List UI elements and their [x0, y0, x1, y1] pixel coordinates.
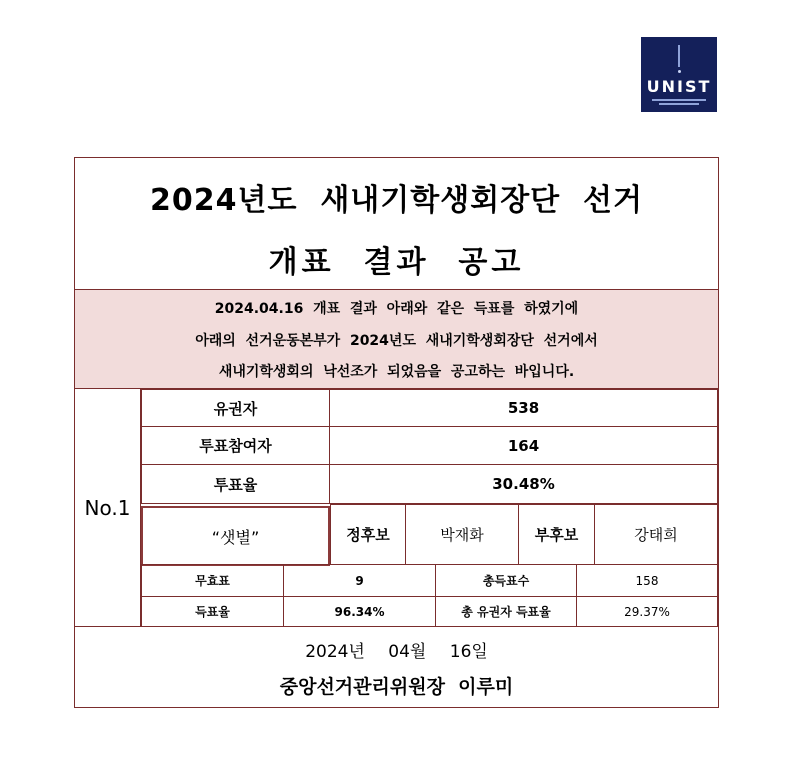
unist-logo — [641, 37, 717, 112]
voters-value: 538 — [329, 389, 718, 427]
date-month: 04월 — [388, 642, 427, 662]
invalid-votes-label: 무효표 — [141, 564, 284, 597]
voters-label: 유권자 — [141, 389, 330, 427]
date-day: 16일 — [449, 642, 488, 662]
notice-line-3: 새내기학생회의 낙선조가 되었음을 공고하는 바입니다. — [218, 364, 575, 380]
team-name: “샛별” — [141, 506, 330, 566]
vice-candidate-name: 강태희 — [594, 504, 718, 565]
turnout-label: 투표율 — [141, 464, 330, 504]
title-area — [75, 158, 718, 289]
logo-subline — [652, 99, 706, 101]
turnout-value: 30.48% — [329, 464, 718, 504]
title-line-1: 2024년도 새내기학생회장단 선거 — [149, 183, 644, 218]
invalid-votes-value: 9 — [283, 564, 436, 597]
logo-mark — [678, 45, 680, 67]
date-year: 2024년 — [305, 642, 365, 662]
total-voter-rate-value: 29.37% — [576, 596, 718, 627]
total-votes-value: 158 — [576, 564, 718, 597]
vice-candidate-label: 부후보 — [518, 504, 595, 565]
head-candidate-label: 정후보 — [330, 504, 406, 565]
notice-box — [75, 289, 718, 389]
logo-wordmark: UNIST — [646, 77, 712, 96]
logo-dot — [678, 70, 681, 73]
logo-subline-2 — [659, 103, 699, 105]
title-line-2: 개표 결과 공고 — [268, 245, 525, 280]
participants-label: 투표참여자 — [141, 426, 330, 465]
footer-divider — [75, 626, 718, 627]
participants-value: 164 — [329, 426, 718, 465]
announcement-date — [75, 637, 718, 662]
rank-label: No.1 — [75, 389, 141, 626]
vote-rate-label: 득표율 — [141, 596, 284, 627]
vote-rate-value: 96.34% — [283, 596, 436, 627]
total-voter-rate-label: 총 유권자 득표율 — [435, 596, 577, 627]
announcement-document — [74, 157, 719, 708]
notice-line-2: 아래의 선거운동본부가 2024년도 새내기학생회장단 선거에서 — [195, 333, 598, 349]
total-votes-label: 총득표수 — [435, 564, 577, 597]
signer-name: 중앙선거관리위원장 이루미 — [279, 676, 514, 698]
notice-line-1: 2024.04.16 개표 결과 아래와 같은 득표를 하였기에 — [214, 301, 579, 317]
head-candidate-name: 박재화 — [405, 504, 519, 565]
